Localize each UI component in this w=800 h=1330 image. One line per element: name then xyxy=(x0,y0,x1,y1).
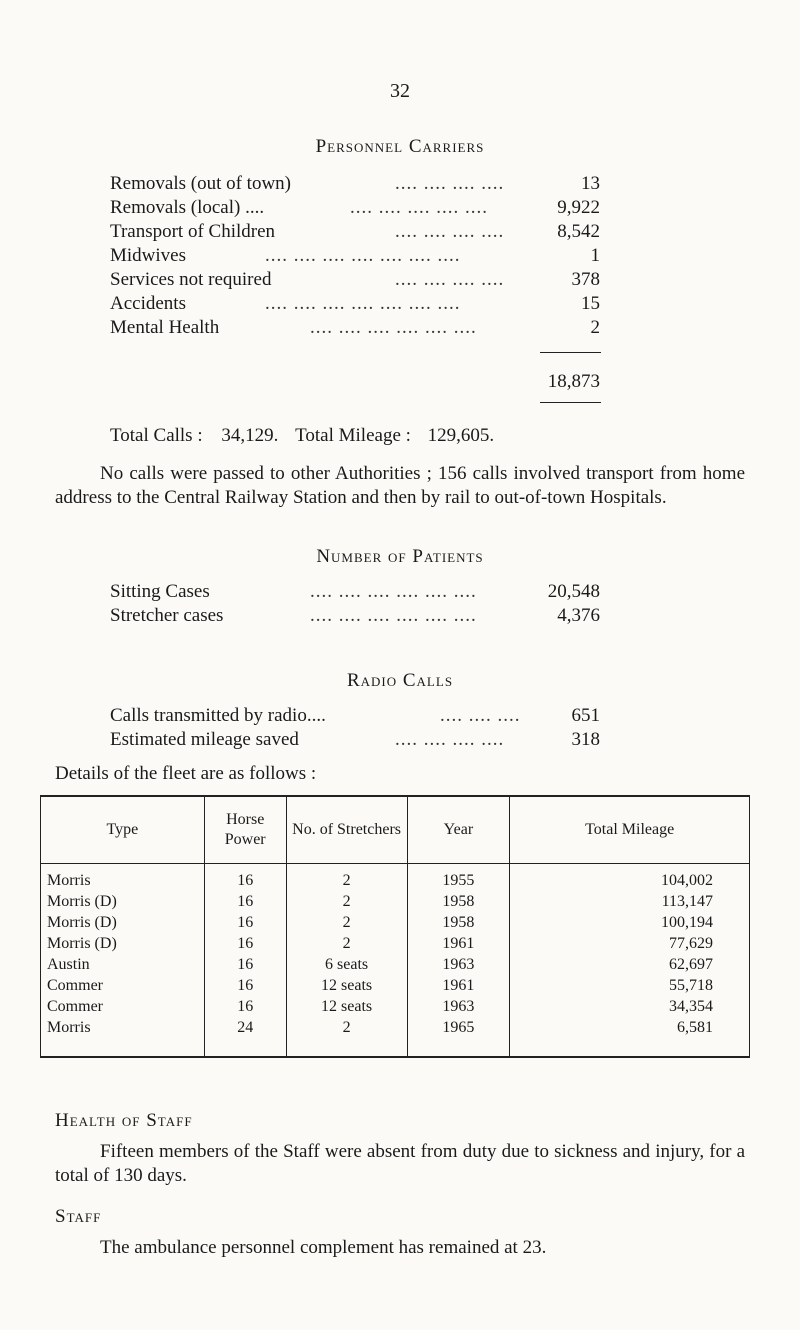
total-row xyxy=(110,370,600,394)
cell-mileage: 77,629 xyxy=(510,933,750,954)
list-item xyxy=(110,292,600,316)
leader-dots: .... .... .... .... .... .... xyxy=(310,317,477,338)
cell-stretchers: 2 xyxy=(286,912,407,933)
cell-horse-power: 16 xyxy=(204,912,286,933)
item-value: 318 xyxy=(571,729,600,750)
list-item xyxy=(110,316,600,340)
cell-type: Commer xyxy=(41,996,205,1017)
item-label: Removals (out of town) xyxy=(110,173,292,194)
personnel-total xyxy=(110,370,600,394)
item-label: Stretcher cases xyxy=(110,605,224,626)
cell-horse-power: 16 xyxy=(204,975,286,996)
cell-year: 1963 xyxy=(407,996,510,1017)
leader-dots: .... .... .... .... .... .... xyxy=(310,581,477,602)
cell-stretchers: 6 seats xyxy=(286,954,407,975)
table-row xyxy=(41,933,750,954)
cell-horse-power: 16 xyxy=(204,933,286,954)
personnel-carriers-list xyxy=(110,172,600,340)
column-header-stretchers: No. of Stretchers xyxy=(286,796,407,864)
leader-dots: .... .... .... .... xyxy=(395,173,505,194)
cell-horse-power: 16 xyxy=(204,864,286,892)
total-mileage-value: 129,605. xyxy=(427,425,495,446)
cell-year: 1961 xyxy=(407,933,510,954)
cell-stretchers: 2 xyxy=(286,891,407,912)
column-header-year: Year xyxy=(407,796,510,864)
list-item xyxy=(110,172,600,196)
table-row xyxy=(41,1017,750,1057)
leader-dots: .... .... .... .... .... .... .... xyxy=(265,293,461,314)
table-row xyxy=(41,864,750,892)
list-item xyxy=(110,604,600,628)
item-value: 9,922 xyxy=(557,197,600,218)
cell-year: 1963 xyxy=(407,954,510,975)
cell-mileage: 100,194 xyxy=(510,912,750,933)
cell-year: 1958 xyxy=(407,912,510,933)
list-item xyxy=(110,728,600,752)
transport-note: No calls were passed to other Authorities ; 156 calls involved transport from home address to the Central Railway Station and then by rail to out-of-town Hospitals. xyxy=(55,463,745,508)
cell-type: Morris xyxy=(41,864,205,892)
list-item xyxy=(110,220,600,244)
table-row xyxy=(41,975,750,996)
leader-dots: .... .... .... .... .... xyxy=(350,197,488,218)
health-of-staff-heading: Health of Staff xyxy=(55,1110,193,1131)
page-number: 32 xyxy=(390,80,410,102)
cell-stretchers: 2 xyxy=(286,864,407,892)
personnel-carriers-heading: Personnel Carriers xyxy=(315,136,485,157)
cell-type: Morris (D) xyxy=(41,933,205,954)
item-value: 378 xyxy=(571,269,600,290)
item-label: Removals (local) .... xyxy=(110,197,265,218)
cell-stretchers: 12 seats xyxy=(286,975,407,996)
staff-text: The ambulance personnel complement has remained at 23. xyxy=(100,1237,547,1258)
table-row xyxy=(41,954,750,975)
total-value: 18,873 xyxy=(547,371,600,392)
item-value: 13 xyxy=(581,173,600,194)
total-rule xyxy=(540,402,601,403)
item-label: Accidents xyxy=(110,293,186,314)
totals-line xyxy=(110,425,494,447)
column-header-horse-power: Horse Power xyxy=(204,796,286,864)
list-item xyxy=(110,580,600,604)
cell-mileage: 113,147 xyxy=(510,891,750,912)
cell-mileage: 62,697 xyxy=(510,954,750,975)
cell-mileage: 55,718 xyxy=(510,975,750,996)
total-calls-label: Total Calls : xyxy=(110,425,203,446)
health-of-staff-text: Fifteen members of the Staff were absent from duty due to sickness and injury, for a total of 130 days. xyxy=(55,1141,745,1186)
cell-type: Morris (D) xyxy=(41,891,205,912)
item-value: 651 xyxy=(571,705,600,726)
cell-year: 1961 xyxy=(407,975,510,996)
item-label: Services not required xyxy=(110,269,272,290)
patients-list xyxy=(110,580,600,628)
column-header-type: Type xyxy=(41,796,205,864)
leader-dots: .... .... .... .... xyxy=(395,729,505,750)
table-row xyxy=(41,891,750,912)
leader-dots: .... .... .... .... xyxy=(395,221,505,242)
leader-dots: .... .... .... xyxy=(440,705,521,726)
item-value: 4,376 xyxy=(557,605,600,626)
list-item xyxy=(110,244,600,268)
table-row xyxy=(41,996,750,1017)
leader-dots: .... .... .... .... xyxy=(395,269,505,290)
cell-mileage: 34,354 xyxy=(510,996,750,1017)
cell-horse-power: 16 xyxy=(204,954,286,975)
cell-year: 1965 xyxy=(407,1017,510,1057)
cell-year: 1955 xyxy=(407,864,510,892)
patients-heading: Number of Patients xyxy=(316,546,484,567)
cell-type: Austin xyxy=(41,954,205,975)
leader-dots: .... .... .... .... .... .... xyxy=(310,605,477,626)
item-label: Sitting Cases xyxy=(110,581,210,602)
cell-stretchers: 2 xyxy=(286,933,407,954)
sum-rule xyxy=(540,352,601,353)
total-calls-value: 34,129. xyxy=(221,425,279,446)
cell-type: Morris (D) xyxy=(41,912,205,933)
radio-calls-list xyxy=(110,704,600,752)
item-value: 20,548 xyxy=(547,581,600,602)
list-item xyxy=(110,268,600,292)
cell-type: Morris xyxy=(41,1017,205,1057)
cell-stretchers: 12 seats xyxy=(286,996,407,1017)
item-value: 2 xyxy=(590,317,600,338)
cell-stretchers: 2 xyxy=(286,1017,407,1057)
table-row xyxy=(41,912,750,933)
staff-heading: Staff xyxy=(55,1206,102,1227)
cell-mileage: 104,002 xyxy=(510,864,750,892)
cell-horse-power: 16 xyxy=(204,996,286,1017)
item-value: 15 xyxy=(581,293,600,314)
fleet-table xyxy=(40,795,750,1058)
item-label: Mental Health xyxy=(110,317,220,338)
fleet-intro: Details of the fleet are as follows : xyxy=(55,763,317,784)
item-label: Calls transmitted by radio.... xyxy=(110,705,326,726)
list-item xyxy=(110,196,600,220)
cell-horse-power: 16 xyxy=(204,891,286,912)
item-label: Transport of Children xyxy=(110,221,276,242)
cell-mileage: 6,581 xyxy=(510,1017,750,1057)
item-value: 8,542 xyxy=(557,221,600,242)
total-mileage-label: Total Mileage : xyxy=(295,425,411,446)
list-item xyxy=(110,704,600,728)
column-header-total-mileage: Total Mileage xyxy=(510,796,750,864)
cell-type: Commer xyxy=(41,975,205,996)
radio-calls-heading: Radio Calls xyxy=(346,670,454,691)
cell-year: 1958 xyxy=(407,891,510,912)
item-label: Estimated mileage saved xyxy=(110,729,299,750)
item-value: 1 xyxy=(590,245,600,266)
cell-horse-power: 24 xyxy=(204,1017,286,1057)
table-header-row xyxy=(41,796,750,864)
leader-dots: .... .... .... .... .... .... .... xyxy=(265,245,461,266)
item-label: Midwives xyxy=(110,245,186,266)
